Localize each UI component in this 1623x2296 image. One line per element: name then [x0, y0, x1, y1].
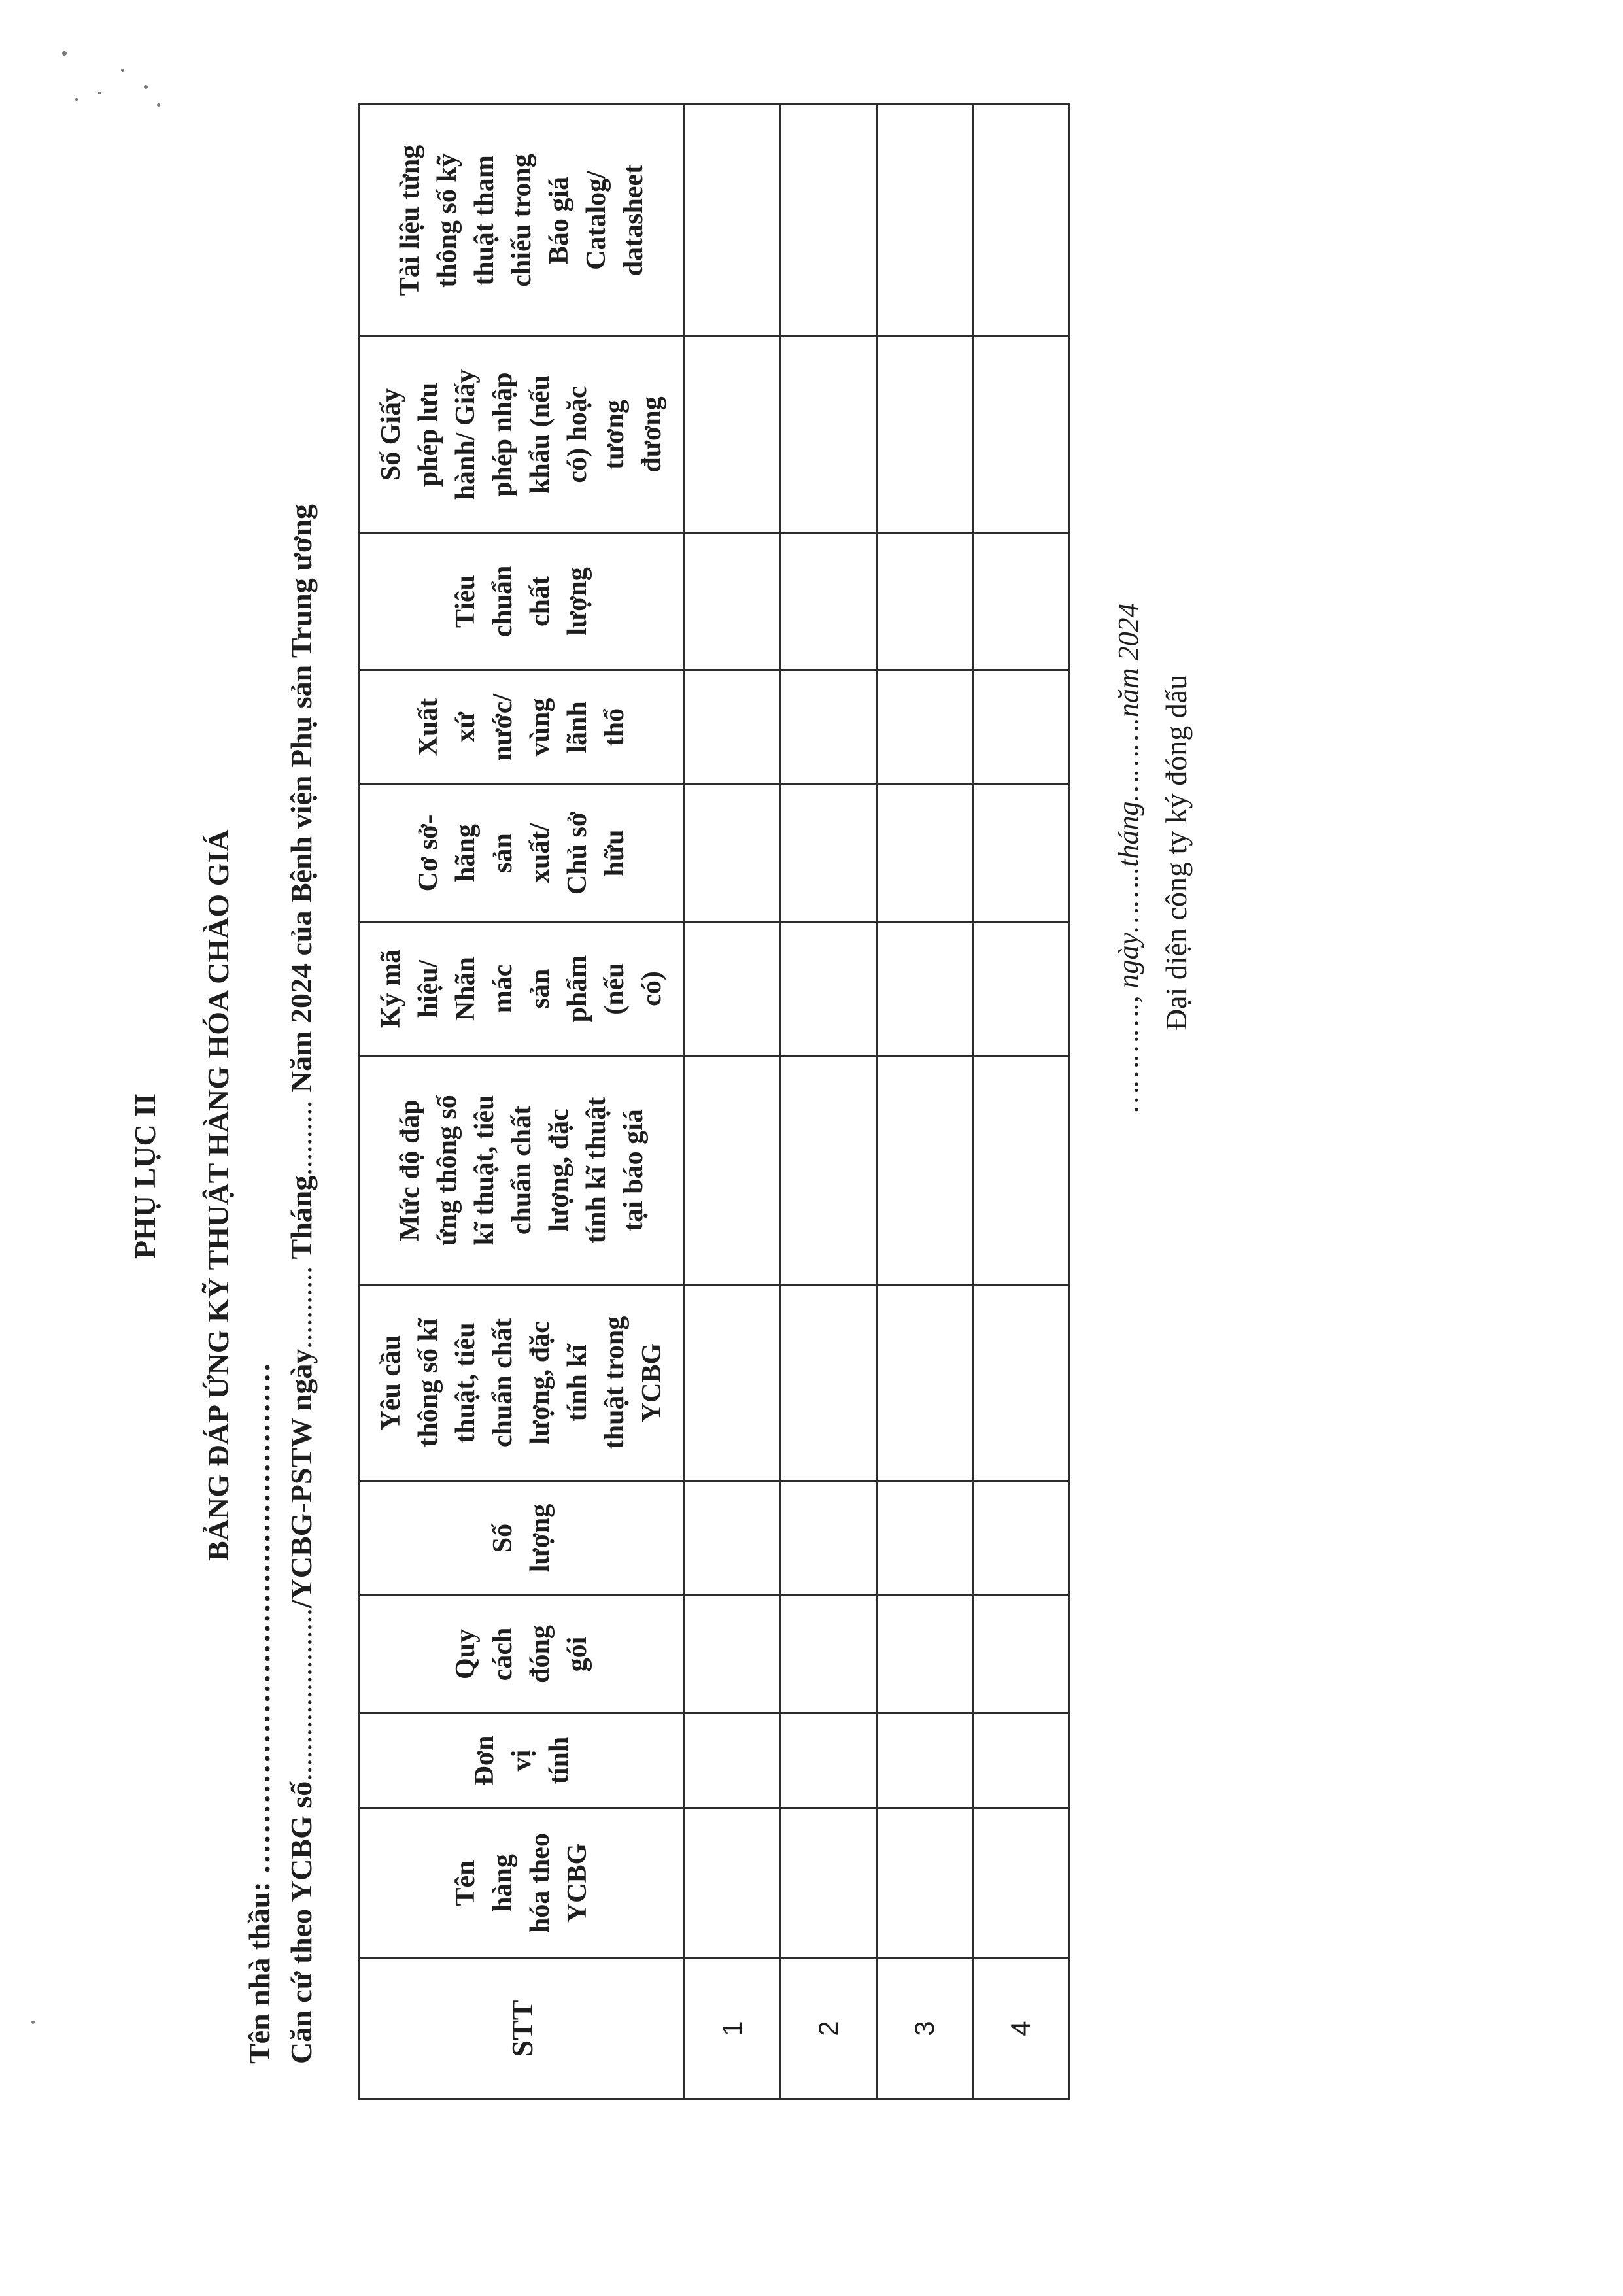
column-header-line: Chủ sở — [562, 811, 592, 895]
column-header-line: lượng — [562, 567, 592, 636]
column-header-line: hàng — [488, 1854, 518, 1912]
empty-cell — [973, 670, 1069, 785]
column-header-line: đương — [637, 396, 667, 473]
empty-cell — [877, 105, 973, 337]
column-header-line: kĩ thuật, tiêu — [469, 1095, 500, 1246]
column-header-line: xuất/ — [525, 823, 555, 883]
table-row — [781, 105, 877, 2099]
column-header-line: Quy — [451, 1628, 481, 1680]
row-number-cell: 2 — [781, 1959, 877, 2099]
empty-cell — [877, 533, 973, 670]
column-header-line: chuẩn chất — [488, 1318, 518, 1448]
column-header-ky-ma-hieu — [360, 922, 685, 1056]
basis-line — [284, 504, 318, 2064]
column-header-line: Mức độ đáp — [394, 1099, 425, 1241]
column-header-line: gói — [562, 1636, 592, 1672]
column-header-line: chất — [525, 576, 555, 626]
empty-cell — [877, 922, 973, 1056]
empty-cell — [877, 1713, 973, 1808]
empty-cell — [973, 922, 1069, 1056]
empty-cell — [781, 337, 877, 533]
empty-cell — [973, 1285, 1069, 1481]
empty-cell — [973, 337, 1069, 533]
empty-cell — [781, 105, 877, 337]
column-header-line: lượng — [525, 1503, 555, 1573]
column-header-line: hiệu/ — [413, 959, 443, 1018]
column-header-line: Yêu cầu — [376, 1335, 406, 1431]
column-header-line: tại báo giá — [618, 1109, 649, 1231]
empty-cell — [877, 1596, 973, 1713]
column-header-line: thổ — [600, 708, 630, 747]
table-row — [973, 105, 1069, 2099]
empty-cell — [973, 1056, 1069, 1285]
empty-cell — [781, 1808, 877, 1959]
empty-cell — [685, 1808, 781, 1959]
column-header-line: Tài liệu từng — [394, 145, 425, 296]
empty-cell — [781, 533, 877, 670]
empty-cell — [685, 337, 781, 533]
empty-cell — [877, 337, 973, 533]
column-header-line: tính kĩ thuật — [581, 1097, 611, 1244]
appendix-heading: PHỤ LỤC II — [128, 1093, 162, 1259]
column-header-line: phép nhập — [488, 372, 518, 497]
column-header-line: Ký mã — [376, 949, 406, 1029]
column-header-don-vi-tinh — [360, 1713, 685, 1808]
column-header-line: Catalog/ — [581, 171, 611, 270]
column-header-line: mác — [488, 964, 518, 1014]
empty-cell — [781, 1056, 877, 1285]
column-header-line: Đơn — [469, 1735, 500, 1786]
empty-cell — [685, 670, 781, 785]
empty-cell — [973, 785, 1069, 922]
empty-cell — [685, 533, 781, 670]
empty-cell — [685, 785, 781, 922]
column-header-line: thông số kỹ — [432, 153, 462, 288]
column-header-line: sản — [488, 833, 518, 873]
empty-cell — [781, 1713, 877, 1808]
basis-prefix: Căn cứ theo YCBG số — [284, 1781, 318, 2064]
column-header-line: YCBG — [562, 1843, 592, 1923]
empty-cell — [973, 1596, 1069, 1713]
month-label: Tháng — [284, 1175, 318, 1259]
column-header-line: chuẩn chất — [506, 1105, 537, 1235]
column-header-line: STT — [505, 2000, 539, 2057]
column-header-so-luong — [360, 1481, 685, 1596]
column-header-line: tương — [600, 400, 630, 470]
empty-cell — [781, 670, 877, 785]
column-header-line: lãnh — [562, 701, 592, 753]
column-header-line: thuật trong — [600, 1316, 630, 1450]
column-header-line: Cơ sở- — [413, 814, 443, 892]
month-blank: .......... — [284, 1100, 318, 1176]
column-header-so-giay-phep — [360, 337, 685, 533]
empty-cell — [685, 105, 781, 337]
empty-cell — [973, 533, 1069, 670]
column-header-line: YCBG — [637, 1343, 667, 1423]
column-header-line: cách — [488, 1627, 518, 1681]
column-header-line: lượng, đặc — [525, 1321, 555, 1445]
empty-cell — [877, 670, 973, 785]
column-header-line: datasheet — [618, 164, 649, 277]
column-header-line: hữu — [600, 829, 630, 877]
date-line: …………., ngày……..tháng……….năm 2024 — [1112, 603, 1144, 1112]
empty-cell — [685, 1481, 781, 1596]
basis-suffix: Năm 2024 của Bệnh viện Phụ sản Trung ương — [284, 504, 318, 1093]
column-header-line: Báo giá — [543, 176, 574, 265]
empty-cell — [781, 1285, 877, 1481]
table-row — [685, 105, 781, 2099]
column-header-line: tính — [543, 1736, 574, 1785]
empty-cell — [685, 1596, 781, 1713]
empty-cell — [973, 1808, 1069, 1959]
column-header-line: Nhãn — [451, 956, 481, 1021]
column-header-stt — [360, 1959, 685, 2099]
column-header-line: Số — [488, 1523, 518, 1553]
empty-cell — [973, 1713, 1069, 1808]
empty-cell — [973, 105, 1069, 337]
empty-cell — [685, 1713, 781, 1808]
column-header-quy-cach-dong-goi — [360, 1596, 685, 1713]
technical-response-table — [358, 103, 1070, 2100]
column-header-line: vùng — [525, 698, 555, 757]
column-header-co-so-san-xuat — [360, 785, 685, 922]
day-blank: ........... — [284, 1266, 318, 1349]
column-header-line: phẩm — [562, 955, 592, 1023]
column-header-xuat-xu — [360, 670, 685, 785]
column-header-line: Xuất — [413, 698, 443, 757]
column-header-line: xứ — [451, 711, 481, 743]
column-header-line: vị — [506, 1749, 537, 1772]
column-header-tai-lieu-tham-chieu — [360, 105, 685, 337]
column-header-line: sản — [525, 968, 555, 1009]
column-header-line: có) — [637, 971, 667, 1006]
contractor-name-line: Tên nhà thầu: …………………………………………… — [243, 1362, 276, 2064]
empty-cell — [685, 1056, 781, 1285]
column-header-line: hành/ Giấy — [451, 369, 481, 500]
empty-cell — [877, 1808, 973, 1959]
column-header-line: thuật tham — [469, 155, 500, 286]
column-header-yeu-cau-ky-thuat — [360, 1285, 685, 1481]
row-number-cell: 1 — [685, 1959, 781, 2099]
column-header-line: tính kĩ — [562, 1344, 592, 1422]
ref-number-blank: ....................... — [284, 1608, 318, 1781]
column-header-line: nước/ — [488, 693, 518, 761]
empty-cell — [685, 1285, 781, 1481]
column-header-line: phép lưu — [413, 382, 443, 487]
column-header-line: chiếu trong — [506, 154, 537, 287]
column-header-muc-do-dap-ung — [360, 1056, 685, 1285]
column-header-line: hãng — [451, 824, 481, 882]
column-header-line: có) hoặc — [562, 386, 592, 483]
column-header-line: Số Giấy — [376, 388, 406, 481]
table-row — [877, 105, 973, 2099]
column-header-ten-hang-hoa — [360, 1808, 685, 1959]
column-header-tieu-chuan-chat-luong — [360, 533, 685, 670]
empty-cell — [877, 785, 973, 922]
column-header-line: ứng thông số — [432, 1095, 462, 1246]
column-header-line: thông số kĩ — [413, 1318, 443, 1447]
empty-cell — [877, 1056, 973, 1285]
row-number-cell: 3 — [877, 1959, 973, 2099]
column-header-line: đóng — [525, 1625, 555, 1683]
empty-cell — [781, 1481, 877, 1596]
empty-cell — [781, 922, 877, 1056]
empty-cell — [781, 1596, 877, 1713]
column-header-line: (nếu — [600, 963, 630, 1015]
document-title: BẢNG ĐÁP ỨNG KỸ THUẬT HÀNG HÓA CHÀO GIÁ — [201, 829, 235, 1561]
basis-ref-suffix: /YCBG-PSTW ngày — [284, 1348, 318, 1609]
column-header-line: khẩu (nếu — [525, 375, 555, 494]
table-header-row — [360, 105, 685, 2099]
empty-cell — [877, 1285, 973, 1481]
empty-cell — [781, 785, 877, 922]
empty-cell — [877, 1481, 973, 1596]
column-header-line: thuật, tiêu — [451, 1322, 481, 1443]
empty-cell — [685, 922, 781, 1056]
row-number-cell: 4 — [973, 1959, 1069, 2099]
column-header-line: lượng, đặc — [543, 1108, 574, 1232]
signer-label: Đại diện công ty ký đóng dấu — [1159, 674, 1193, 1031]
column-header-line: Tiêu — [451, 575, 481, 628]
column-header-line: Tên — [451, 1860, 481, 1906]
column-header-line: hóa theo — [525, 1833, 555, 1933]
column-header-line: chuẩn — [488, 565, 518, 638]
empty-cell — [973, 1481, 1069, 1596]
